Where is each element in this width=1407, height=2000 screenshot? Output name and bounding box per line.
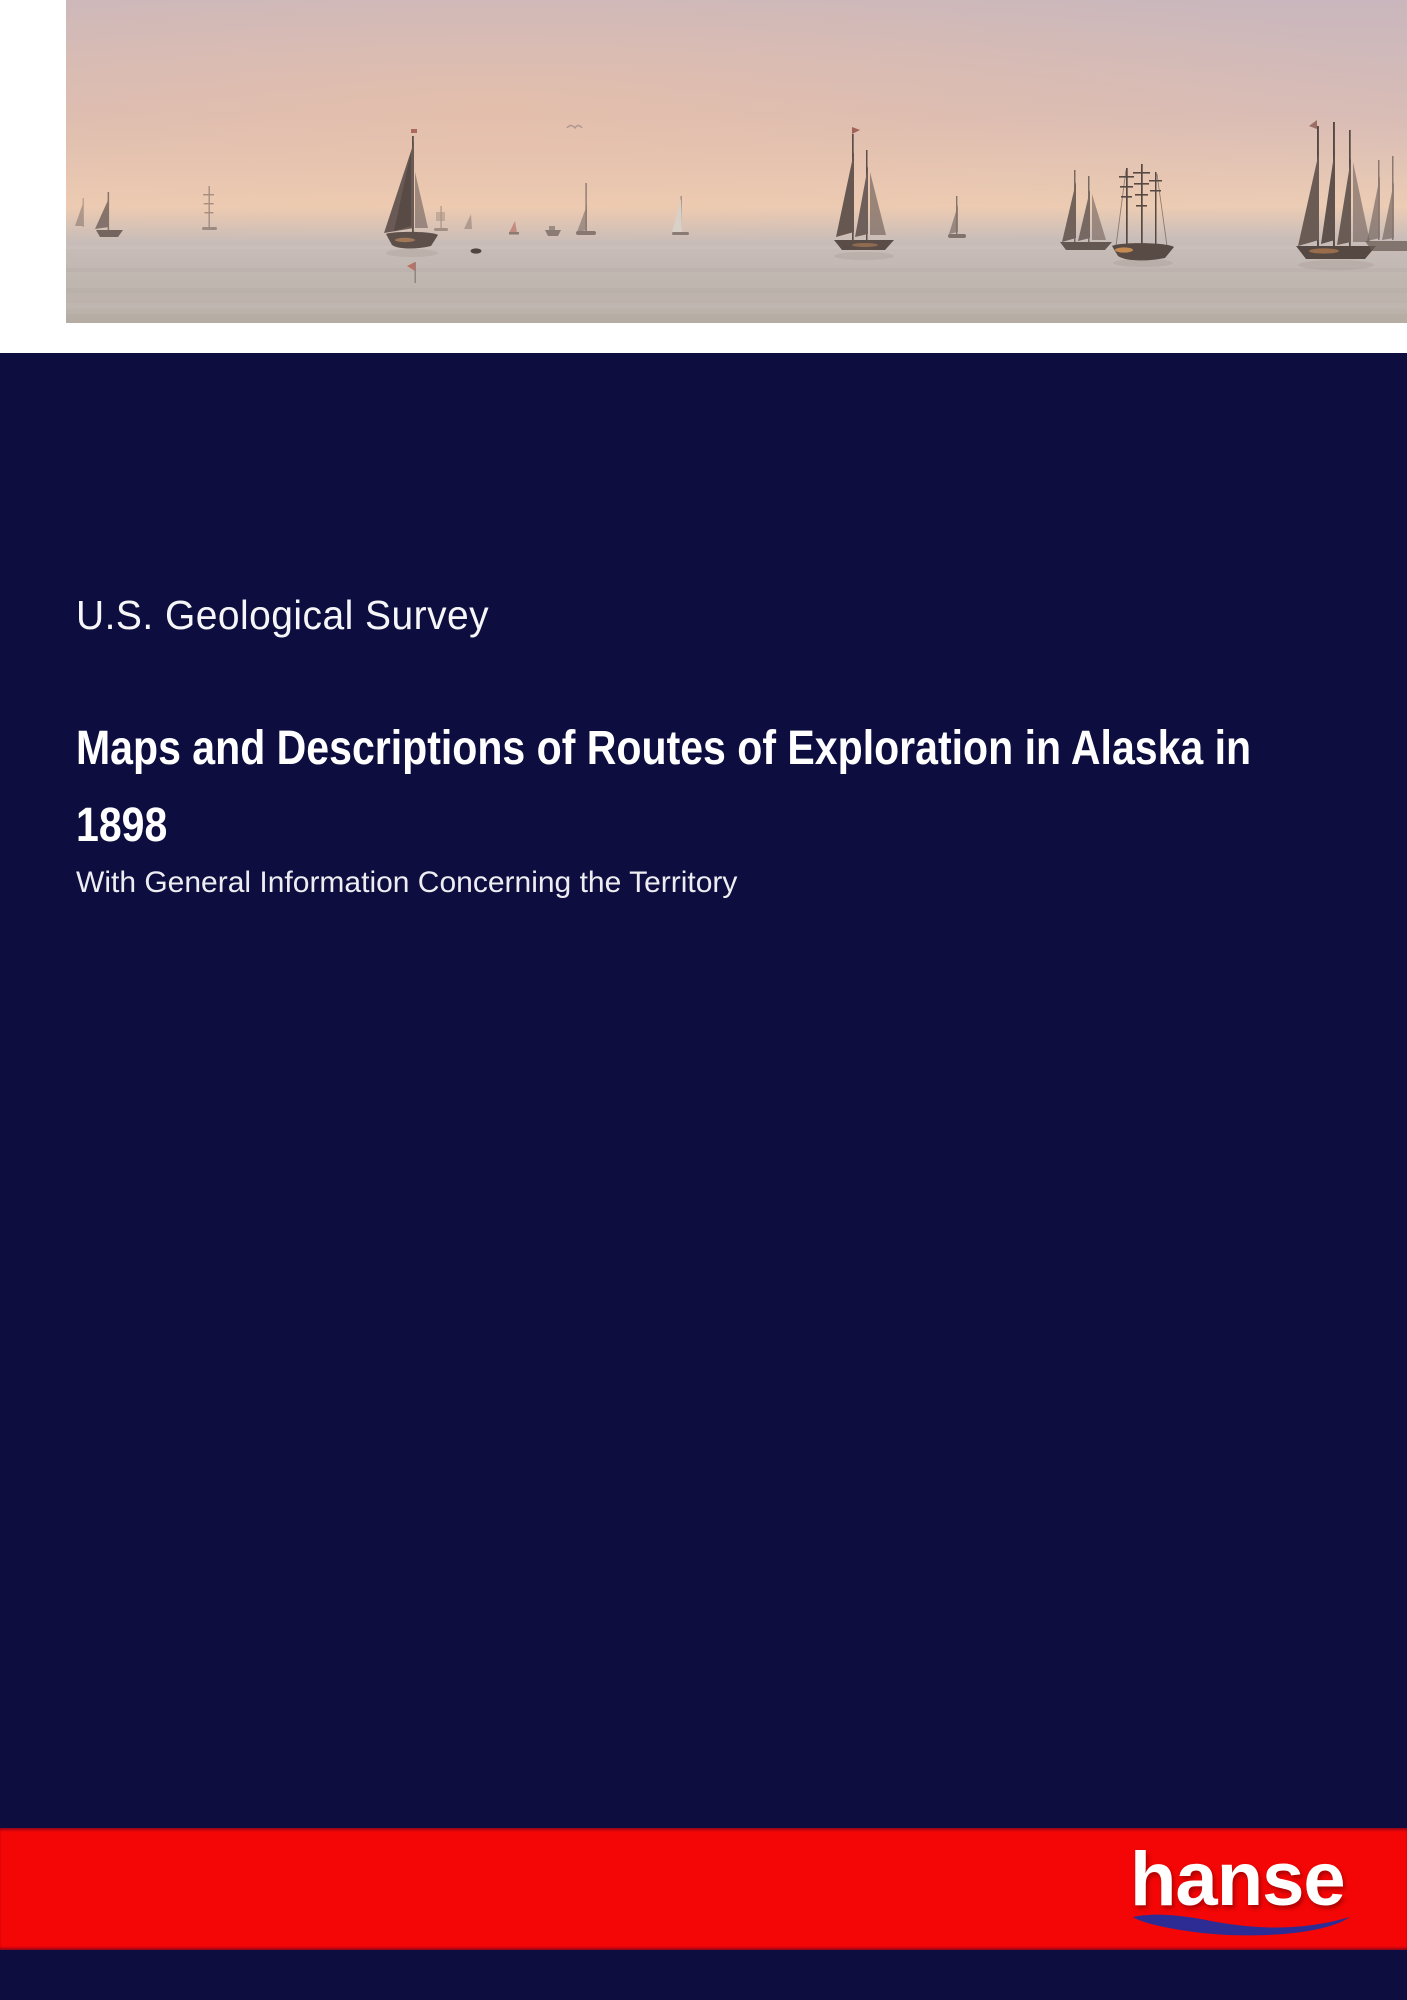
seascape-photo-illustration — [66, 0, 1407, 323]
ship-silhouette — [471, 248, 482, 253]
book-title-line: 1898 — [76, 799, 168, 852]
logo-swoosh-icon — [1130, 1910, 1354, 1938]
book-subtitle: With General Information Concerning the Territory — [76, 866, 738, 899]
publisher-logo-text: hanse — [1130, 1837, 1345, 1922]
book-title — [76, 710, 1407, 864]
sky-and-sea — [66, 0, 1407, 323]
photo-frame — [0, 0, 1407, 353]
cover-photo — [66, 0, 1407, 323]
author-name: U.S. Geological Survey — [76, 592, 490, 638]
book-title-line: Maps and Descriptions of Routes of Exploration in Alaska in — [76, 722, 1252, 775]
